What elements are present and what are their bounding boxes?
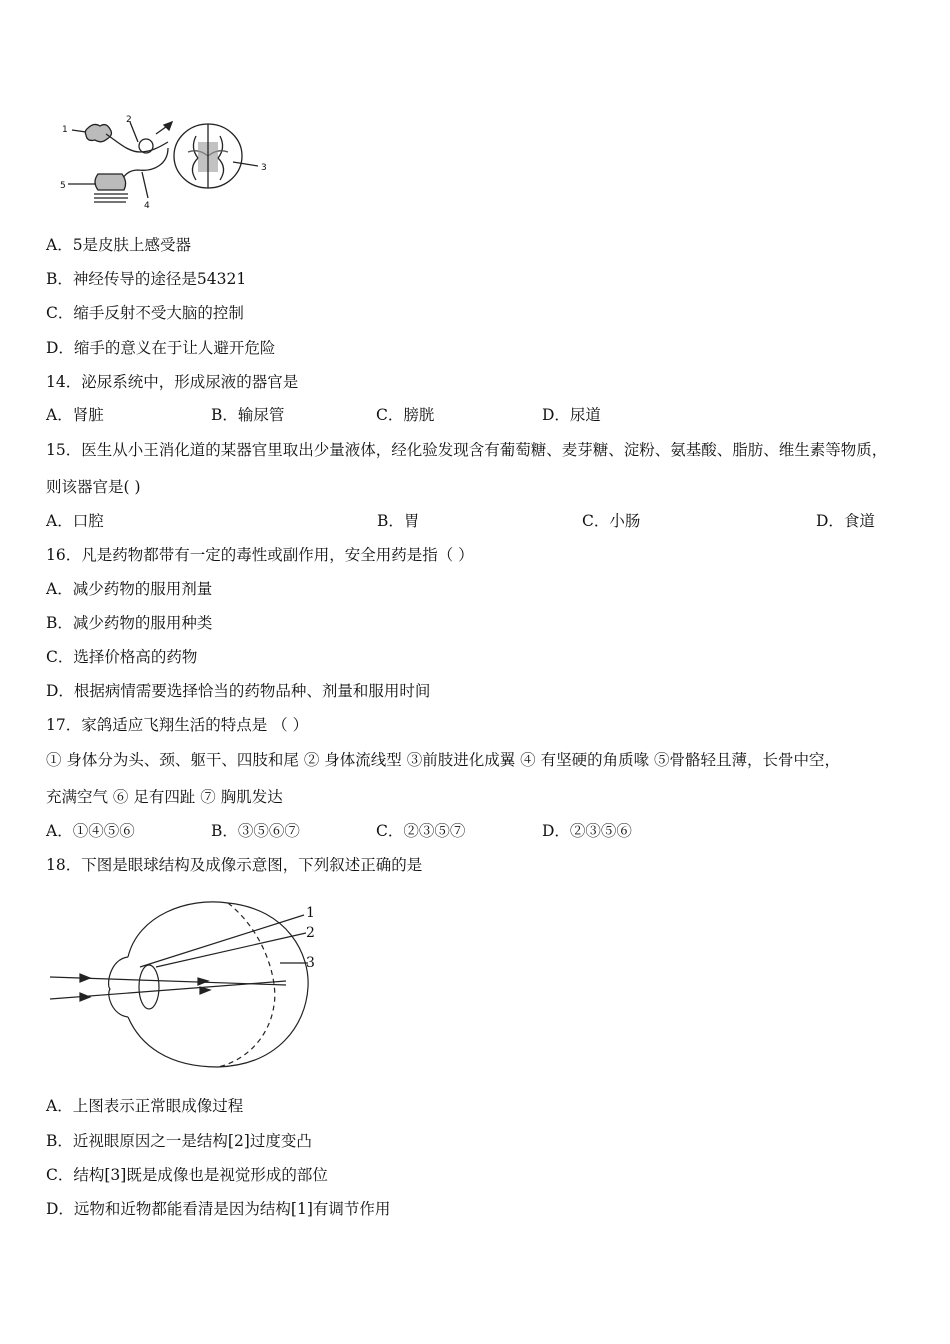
q16-option-d[interactable]: D．根据病情需要选择恰当的药物品种、剂量和服用时间 <box>46 682 431 700</box>
q17-option-b[interactable]: B．③⑤⑥⑦ <box>211 822 300 840</box>
q14-option-b[interactable]: B．输尿管 <box>211 406 285 424</box>
reflex-label-4: 4 <box>144 201 150 211</box>
q18-stem: 18．下图是眼球结构及成像示意图，下列叙述正确的是 <box>46 856 423 874</box>
q17-body-line2: 充满空气 ⑥ 足有四趾 ⑦ 胸肌发达 <box>46 788 283 806</box>
q16-option-b[interactable]: B．减少药物的服用种类 <box>46 614 213 632</box>
q13-option-b[interactable]: B．神经传导的途径是54321 <box>46 270 247 288</box>
eye-label-2: 2 <box>306 925 315 941</box>
reflex-label-2: 2 <box>126 115 132 125</box>
q14-stem: 14．泌尿系统中，形成尿液的器官是 <box>46 373 299 391</box>
q17-body-line1: ① 身体分为头、颈、躯干、四肢和尾 ② 身体流线型 ③前肢进化成翼 ④ 有坚硬的角质喙 ⑤骨骼轻且薄，长骨中空， <box>46 751 840 769</box>
q15-option-d[interactable]: D．食道 <box>816 512 875 530</box>
q14-option-a[interactable]: A．肾脏 <box>46 406 104 424</box>
eye-label-1: 1 <box>306 905 315 921</box>
q14-option-c[interactable]: C．膀胱 <box>376 406 435 424</box>
q16-option-a[interactable]: A．减少药物的服用剂量 <box>46 580 213 598</box>
q17-option-c[interactable]: C．②③⑤⑦ <box>376 822 466 840</box>
q18-option-c[interactable]: C．结构[3]既是成像也是视觉形成的部位 <box>46 1166 328 1184</box>
q17-stem: 17．家鸽适应飞翔生活的特点是 （ ） <box>46 716 309 734</box>
q17-option-a[interactable]: A．①④⑤⑥ <box>46 822 135 840</box>
q18-option-d[interactable]: D．远物和近物都能看清是因为结构[1]有调节作用 <box>46 1200 391 1218</box>
q16-stem: 16．凡是药物都带有一定的毒性或副作用，安全用药是指（ ） <box>46 546 474 564</box>
q15-option-a[interactable]: A．口腔 <box>46 512 104 530</box>
q15-stem-line1: 15．医生从小王消化道的某器官里取出少量液体，经化验发现含有葡萄糖、麦芽糖、淀粉、氨基酸、脂肪、维生素等物质， <box>46 441 888 459</box>
q13-option-d[interactable]: D．缩手的意义在于让人避开危险 <box>46 339 276 357</box>
q18-option-b[interactable]: B．近视眼原因之一是结构[2]过度变凸 <box>46 1132 312 1150</box>
q15-stem-line2: 则该器官是( ) <box>46 478 141 496</box>
q16-option-c[interactable]: C．选择价格高的药物 <box>46 648 198 666</box>
q15-option-c[interactable]: C．小肠 <box>582 512 641 530</box>
reflex-label-1: 1 <box>62 125 68 135</box>
reflex-arc-figure <box>58 112 278 212</box>
reflex-label-3: 3 <box>261 163 267 173</box>
q13-option-a[interactable]: A．5是皮肤上感受器 <box>46 236 192 254</box>
reflex-label-5: 5 <box>60 181 66 191</box>
q13-option-c[interactable]: C．缩手反射不受大脑的控制 <box>46 304 244 322</box>
eye-label-3: 3 <box>306 955 315 971</box>
q15-option-b[interactable]: B．胃 <box>377 512 420 530</box>
q18-option-a[interactable]: A．上图表示正常眼成像过程 <box>46 1097 244 1115</box>
q14-option-d[interactable]: D．尿道 <box>542 406 601 424</box>
q17-option-d[interactable]: D．②③⑤⑥ <box>542 822 632 840</box>
eye-structure-figure <box>48 895 338 1075</box>
